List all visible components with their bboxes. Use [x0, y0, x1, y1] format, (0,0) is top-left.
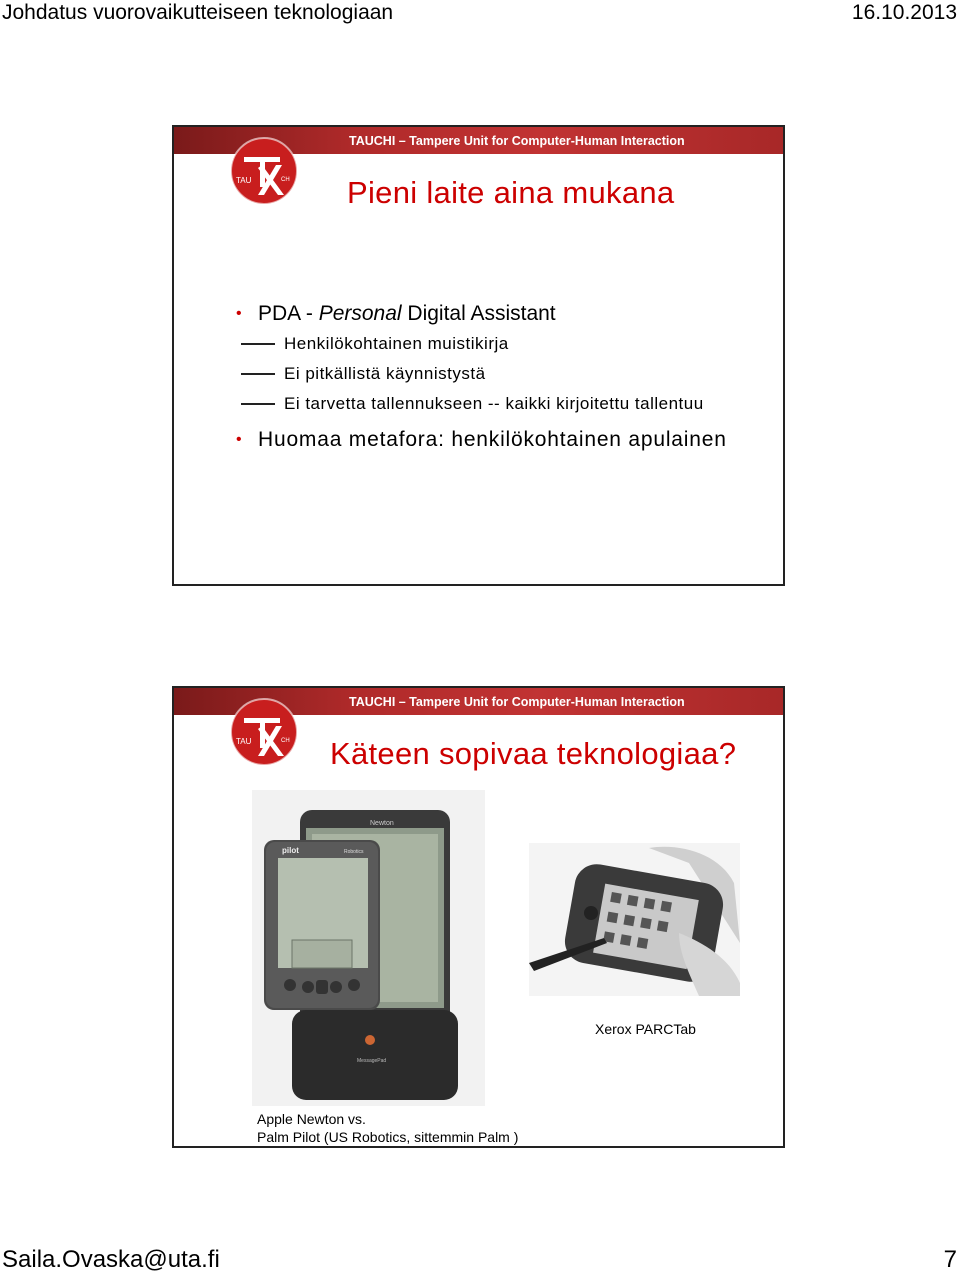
sub-bullet-item: Henkilökohtainen muistikirja — [234, 332, 754, 355]
robotics-brand-text: Robotics — [344, 849, 364, 855]
slide-2 — [172, 686, 785, 1148]
bullet-text-pre: PDA - — [258, 302, 319, 325]
page-number: 7 — [943, 1246, 957, 1273]
sub-bullet-item: Ei pitkällistä käynnistystä — [234, 362, 754, 385]
document-footer-email: Saila.Ovaska@uta.fi — [2, 1246, 220, 1273]
newton-pilot-photo — [252, 790, 485, 1106]
bullet-item: • Huomaa metafora: henkilökohtainen apulainen — [234, 427, 754, 452]
apple-caption — [257, 1110, 518, 1146]
logo-text-right: CH — [281, 738, 290, 744]
logo-text-right: CH — [281, 177, 290, 183]
pilot-brand-text: pilot — [282, 846, 299, 855]
slide-header-text: TAUCHI – Tampere Unit for Computer-Human Interaction — [349, 695, 685, 709]
apple-caption-line-1: Apple Newton vs. — [257, 1111, 366, 1127]
slide-1 — [172, 125, 785, 586]
bullet-text-post: Digital Assistant — [401, 302, 556, 325]
logo-text-left: TAU — [236, 737, 252, 746]
parctab-photo — [529, 843, 740, 996]
sub-bullet-item: Ei tarvetta tallennukseen -- kaikki kirjoitettu tallentuu — [234, 392, 754, 415]
bullet-text-emphasis: Personal — [318, 302, 402, 325]
tauchi-logo-icon — [228, 696, 300, 768]
logo-text-left: TAU — [236, 176, 252, 185]
newton-brand-text: Newton — [370, 820, 394, 827]
apple-caption-line-2: Palm Pilot (US Robotics, sittemmin Palm ) — [257, 1129, 519, 1145]
document-header-date: 16.10.2013 — [851, 1, 957, 24]
tauchi-logo-icon — [228, 135, 300, 207]
bullet-item — [234, 301, 754, 326]
slide-header-text: TAUCHI – Tampere Unit for Computer-Human Interaction — [349, 134, 685, 148]
slide-title: Käteen sopivaa teknologiaa? — [330, 736, 737, 771]
bullet-list — [234, 301, 754, 458]
messagepad-text: MessagePad — [357, 1058, 387, 1064]
slide-title: Pieni laite aina mukana — [347, 175, 675, 210]
document-header-title: Johdatus vuorovaikutteiseen teknologiaan — [2, 1, 394, 24]
xerox-caption: Xerox PARCTab — [595, 1021, 696, 1037]
